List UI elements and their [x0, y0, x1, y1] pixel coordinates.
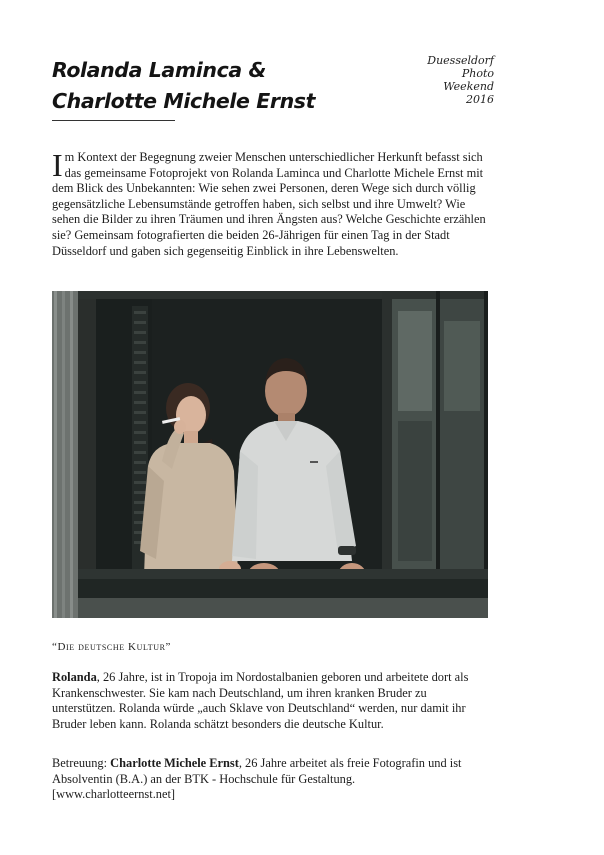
- credit-name: Charlotte Michele Ernst: [110, 756, 239, 770]
- bio-text: , 26 Jahre, ist in Tropoja im Nordostalbanien geboren und arbeitete dort als Krankenschwester. Sie kam nach Deutschland, um ihren kranken Bruder zu unterstützen. Rolanda würde „auch Sklave von Deutschland“ werden, nur damit ihr Bruder leben kann. Rolanda schätzt besonders die deutsche Kultur.: [52, 670, 469, 731]
- title-line-1: Rolanda Laminca &: [52, 58, 267, 82]
- document-title: [52, 55, 315, 117]
- event-line-4: 2016: [466, 93, 494, 106]
- title-divider: [52, 120, 175, 121]
- quote-heading: “Die deutsche Kultur”: [52, 641, 172, 653]
- drop-cap: I: [52, 147, 63, 183]
- intro-text: m Kontext der Begegnung zweier Menschen unterschiedlicher Herkunft befasst sich das gemeinsame Fotoprojekt von Rolanda Laminca und Charlotte Michele Ernst mit dem Blick des Unbekannten: Wie sehen zwei Personen, deren Wege sich durch völlig gegensätzliche Lebensumstände getroffen haben, sich selbst und ihre Umwelt? Wie sehen die Bilder zu ihren Träumen und ihren Ängsten aus? Welche Geschichte erzählen sie? Gemeinsam fotografierten die beiden 26-Jährigen für einen Tag in der Stadt Düsseldorf und gaben sich gegenseitig Einblick in ihre Lebenswelten.: [52, 150, 486, 258]
- photo-illustration: [52, 291, 488, 618]
- credit-paragraph: [52, 756, 492, 803]
- event-label: [427, 54, 494, 106]
- bio-name: Rolanda: [52, 670, 97, 684]
- event-line-2: Photo: [461, 67, 494, 80]
- credit-text: , 26 Jahre arbeitet als freie Fotografin und ist Absolventin (B.A.) an der BTK - Hochschule für Gestaltung.: [52, 756, 462, 786]
- bio-paragraph: [52, 670, 492, 732]
- intro-paragraph: [52, 147, 492, 259]
- credit-prefix: Betreuung:: [52, 756, 111, 770]
- title-line-2: Charlotte Michele Ernst: [52, 89, 315, 113]
- photo-two-people-window: [52, 291, 488, 618]
- credit-link[interactable]: [www.charlotteernst.net]: [52, 787, 176, 802]
- event-line-3: Weekend: [443, 80, 494, 93]
- event-line-1: Duesseldorf: [427, 54, 494, 67]
